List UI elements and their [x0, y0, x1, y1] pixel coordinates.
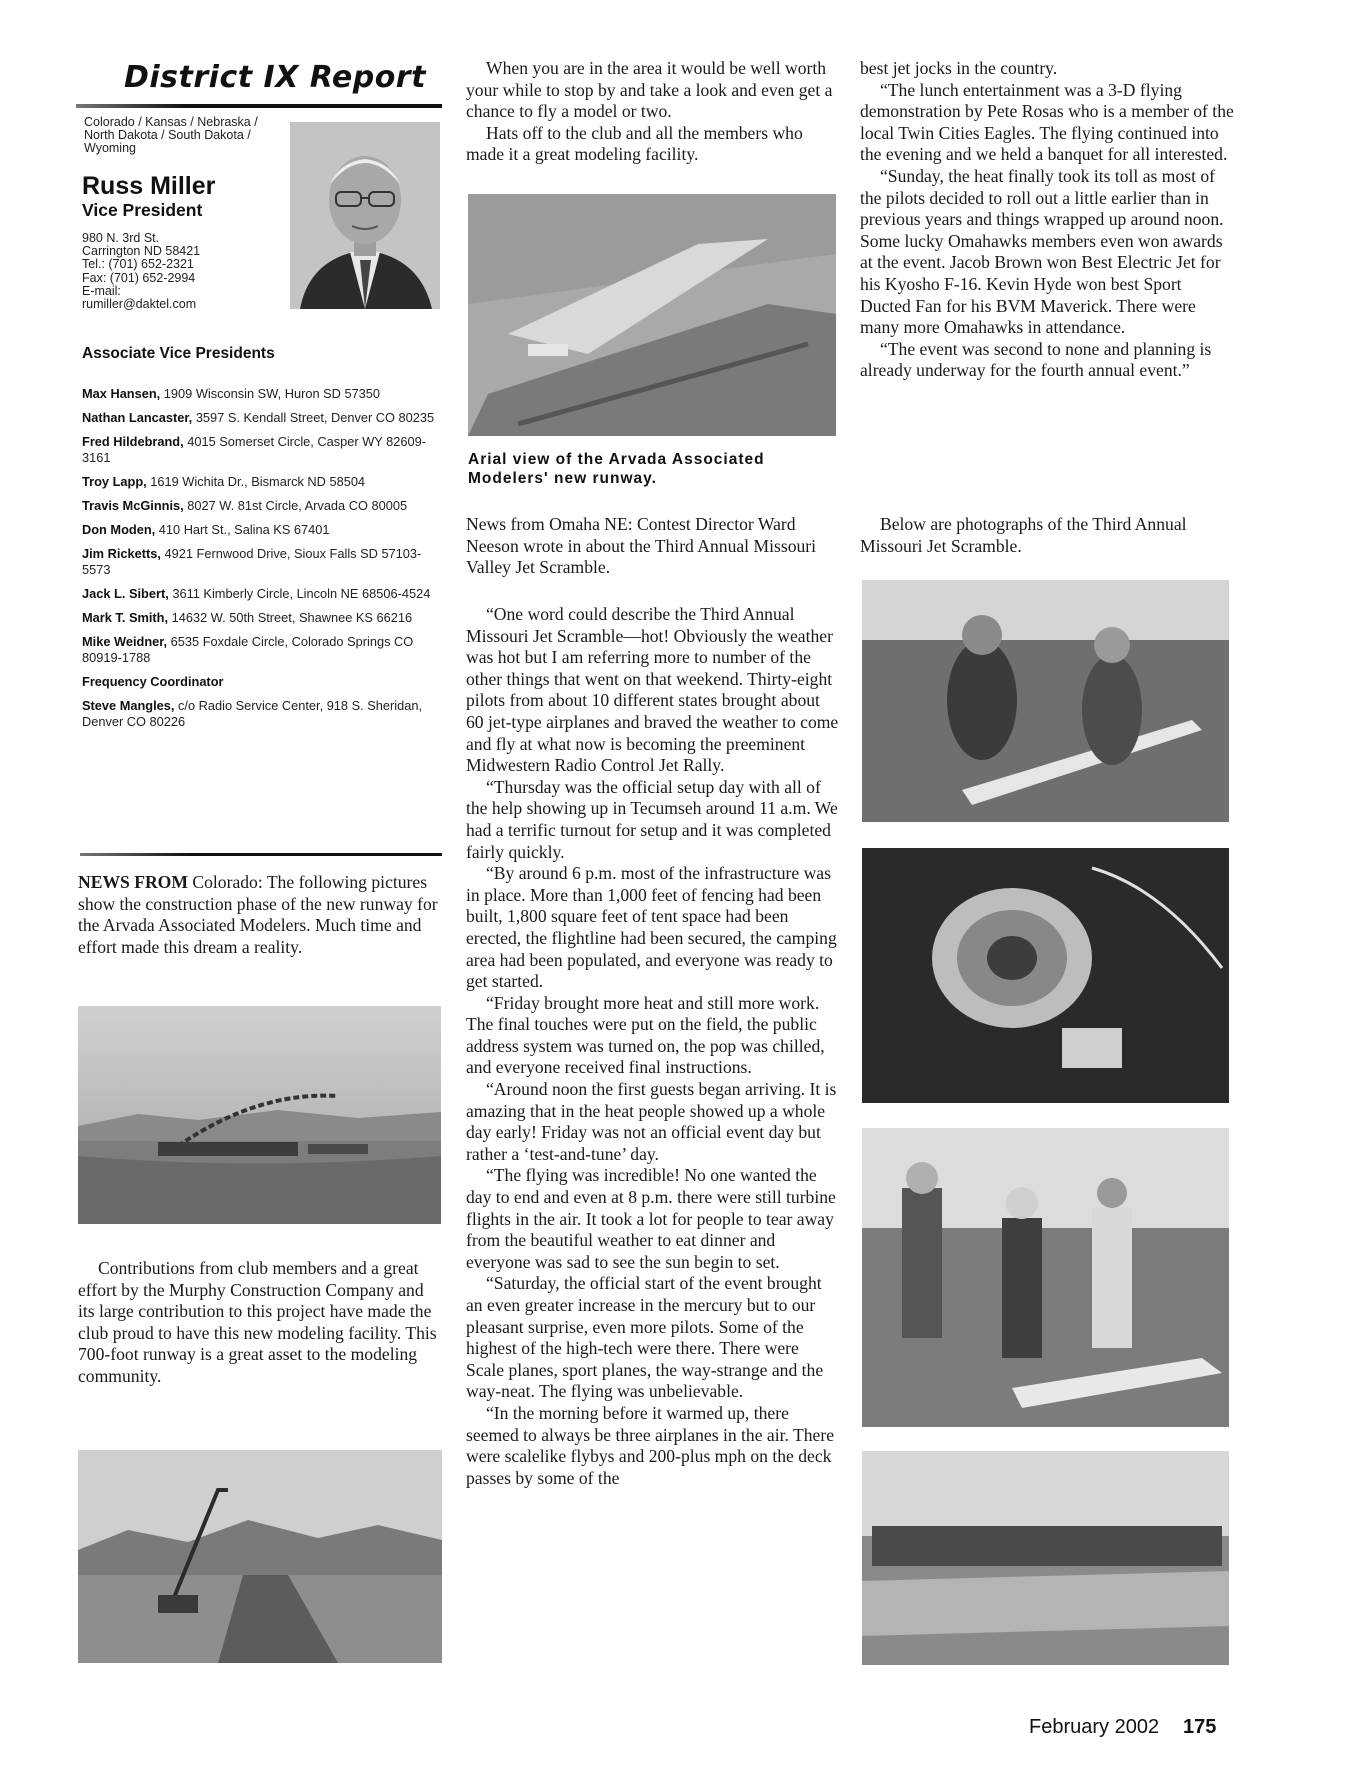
col3-story: [860, 58, 1235, 382]
omaha-news: [466, 514, 839, 579]
runway-construction-illustration-2: [78, 1450, 442, 1663]
avp-address: 4921 Fernwood Drive, Sioux Falls SD 57103-5573: [82, 546, 422, 577]
page-number: 175: [1183, 1716, 1217, 1738]
avp-address: 410 Hart St., Salina KS 67401: [158, 522, 330, 537]
omaha-intro-paragraph: [466, 514, 839, 579]
jet-assembly-illustration: [862, 580, 1229, 822]
list-item: [82, 498, 442, 514]
frequency-coordinator-heading: Frequency Coordinator: [82, 674, 224, 689]
avp-name: Jim Ricketts,: [82, 546, 161, 561]
address-line: Tel.: (701) 652-2321: [82, 257, 194, 272]
story-paragraph: “One word could describe the Third Annual Missouri Jet Scramble—hot! Obviously the weather was hot but I am referring more to number of the other things that went on that weekend. Thirty-eight pilots from about 10 different states brought about 60 jet-type airplanes and braved the weather to come and fly at what now is becoming the preeminent Midwestern Radio Control Jet Rally.: [466, 604, 839, 776]
story-paragraph: “The flying was incredible! No one wanted the day to end and even at 8 p.m. there were still turbine flights in the air. It took a lot for people to tear away from the beautiful weather to eat dinner and everyone was sad to see the sun begin to set.: [466, 1165, 836, 1272]
title-rule: [76, 104, 442, 108]
group-aircraft-photo: [862, 1451, 1229, 1665]
runway-construction-illustration-1: [78, 1006, 441, 1224]
intro-paragraph-1: When you are in the area it would be well worth your while to stop by and take a look and even get a chance to fly a model or two.: [466, 58, 833, 122]
story-paragraph: “Saturday, the official start of the event brought an even greater increase in the mercury but to our pleasant surprise, even more pilots. Some of the highest of the high-tech were there. There were Scale planes, sport planes, the way-strange and the way-neat. The flying was unbelievable.: [466, 1273, 824, 1402]
list-item: [82, 522, 442, 538]
story-paragraph: “Sunday, the heat finally took its toll as most of the pilots decided to roll out a little earlier than in previous years and things wrapped up around noon. Some lucky Omahawks members even won awards at the event. Jacob Brown won Best Electric Jet for his Kyosho F-16. Kevin Hyde won best Sport Ducted Fan for his BVM Maverick. There were many more Omahawks in attendance.: [860, 165, 1224, 338]
avp-name: Fred Hildebrand,: [82, 434, 184, 449]
associate-vp-list: [82, 386, 442, 738]
list-item: [82, 634, 442, 666]
story-paragraph: “Friday brought more heat and still more work. The final touches were put on the field, the public address system was turned on, the pop was chilled, and everyone received final instructions.: [466, 992, 825, 1078]
vp-role: Vice President: [82, 200, 203, 220]
portrait-illustration: [290, 122, 440, 309]
freq-name: Steve Mangles,: [82, 698, 175, 713]
avp-name: Max Hansen,: [82, 386, 161, 401]
freq-address: c/o Radio Service Center, 918 S. Sheridan, Denver CO 80226: [82, 698, 423, 729]
list-item: [82, 586, 442, 602]
news-from-omaha-label: News from: [466, 514, 545, 534]
story-paragraph: “The lunch entertainment was a 3-D flying demonstration by Pete Rosas who is a member of the local Twin Cities Eagles. The flying continued into the evening and we held a banquet for all interested.: [860, 79, 1234, 165]
vp-portrait-photo: [290, 122, 440, 309]
omaha-story: [466, 604, 839, 1489]
avp-address: 8027 W. 81st Circle, Arvada CO 80005: [187, 498, 408, 513]
avp-address: 14632 W. 50th Street, Shawnee KS 66216: [171, 610, 413, 625]
omaha-intro-text: Omaha NE: Contest Director Ward Neeson wrote in about the Third Annual Missouri Valley Jet Scramble.: [466, 514, 817, 578]
intro-paragraph-2: Hats off to the club and all the members who made it a great modeling facility.: [466, 122, 803, 165]
aerial-photo-caption: Arial view of the Arvada Associated Modelers' new runway.: [468, 451, 765, 487]
story-paragraph: “By around 6 p.m. most of the infrastructure was in place. More than 1,000 feet of fencing had been built, 1,800 square feet of tent space had been erected, the flightline had been secured, the camping area had been populated, and everyone was ready to get started.: [466, 863, 837, 992]
jet-assembly-photo: [862, 580, 1229, 822]
avp-address: 1909 Wisconsin SW, Huron SD 57350: [163, 386, 381, 401]
story-paragraph: “The event was second to none and planning is already underway for the fourth annual event.”: [860, 338, 1212, 381]
address-line: 980 N. 3rd St.: [82, 231, 160, 245]
news-from-label: NEWS FROM: [78, 872, 188, 892]
avp-name: Don Moden,: [82, 522, 156, 537]
address-line: Carrington ND 58421: [82, 244, 201, 259]
associate-vp-heading: Associate Vice Presidents: [82, 345, 275, 362]
district-states: Colorado / Kansas / Nebraska / North Dakota / South Dakota / Wyoming: [84, 115, 258, 155]
avp-address: 6535 Foxdale Circle, Colorado Springs CO 80919-1788: [82, 634, 414, 665]
avp-name: Travis McGinnis,: [82, 498, 184, 513]
avp-address: 4015 Somerset Circle, Casper WY 82609-3161: [82, 434, 426, 465]
pilots-flightline-illustration: [862, 1128, 1229, 1427]
story-paragraph: “Around noon the first guests began arriving. It is amazing that in the heat people showed up a whole day early! Friday was not an official event day but rather a ‘test-and-tune’ day.: [466, 1079, 837, 1164]
contributions-text: [78, 1258, 443, 1388]
section-rule: [80, 853, 442, 856]
address-line: Fax: (701) 652-2994: [82, 270, 196, 285]
photos-intro-paragraph: Below are photographs of the Third Annual Missouri Jet Scramble.: [860, 514, 1187, 556]
list-item: [82, 386, 442, 402]
photos-intro: [860, 514, 1235, 557]
col2-intro: [466, 58, 839, 166]
avp-name: Nathan Lancaster,: [82, 410, 193, 425]
list-item: [82, 698, 442, 730]
aerial-runway-photo: [468, 194, 836, 436]
avp-name: Jack L. Sibert,: [82, 586, 169, 601]
list-item: [82, 434, 442, 466]
report-title: District IX Report: [124, 60, 426, 95]
avp-name: Mark T. Smith,: [82, 610, 169, 625]
colorado-news-text: Colorado: The following pictures show the construction phase of the new runway for the Arvada Associated Modelers. Much time and effort made this dream a reality.: [78, 872, 438, 957]
story-paragraph: “In the morning before it warmed up, there seemed to always be three airplanes in the air. There were scalelike flybys and 200-plus mph on the deck passes by some of the: [466, 1402, 835, 1488]
runway-construction-photo-1: [78, 1006, 441, 1224]
colorado-news: [78, 872, 443, 958]
issue-date: February 2002: [1029, 1716, 1160, 1738]
avp-address: 3597 S. Kendall Street, Denver CO 80235: [195, 410, 435, 425]
address-line: E-mail:: [82, 283, 121, 298]
list-item: [82, 610, 442, 626]
email-link[interactable]: rumiller@daktel.com: [82, 297, 197, 312]
list-item: [82, 474, 442, 490]
story-paragraph: “Thursday was the official setup day with all of the help showing up in Tecumseh around 11 a.m. We had a terrific turnout for setup and it was completed fairly quickly.: [466, 776, 838, 862]
vp-name: Russ Miller: [82, 172, 216, 200]
avp-name: Mike Weidner,: [82, 634, 168, 649]
list-item: [82, 546, 442, 578]
avp-name: Troy Lapp,: [82, 474, 147, 489]
turbine-engine-illustration: [862, 848, 1229, 1103]
avp-address: 3611 Kimberly Circle, Lincoln NE 68506-4524: [172, 586, 431, 601]
colorado-news-paragraph: [78, 872, 443, 958]
contributions-paragraph: Contributions from club members and a great effort by the Murphy Construction Company and its large contribution to this project have made the club proud to have this new modeling facility. This 700-foot runway is a great asset to the modeling community.: [78, 1258, 437, 1386]
pilots-flightline-photo: [862, 1128, 1229, 1427]
story-continuation: best jet jocks in the country.: [860, 58, 1058, 78]
group-aircraft-illustration: [862, 1451, 1229, 1665]
aerial-runway-illustration: [468, 194, 836, 436]
list-item: [82, 410, 442, 426]
turbine-engine-photo: [862, 848, 1229, 1103]
avp-address: 1619 Wichita Dr., Bismarck ND 58504: [150, 474, 366, 489]
runway-construction-photo-2: [78, 1450, 442, 1663]
vp-address: [82, 232, 282, 311]
